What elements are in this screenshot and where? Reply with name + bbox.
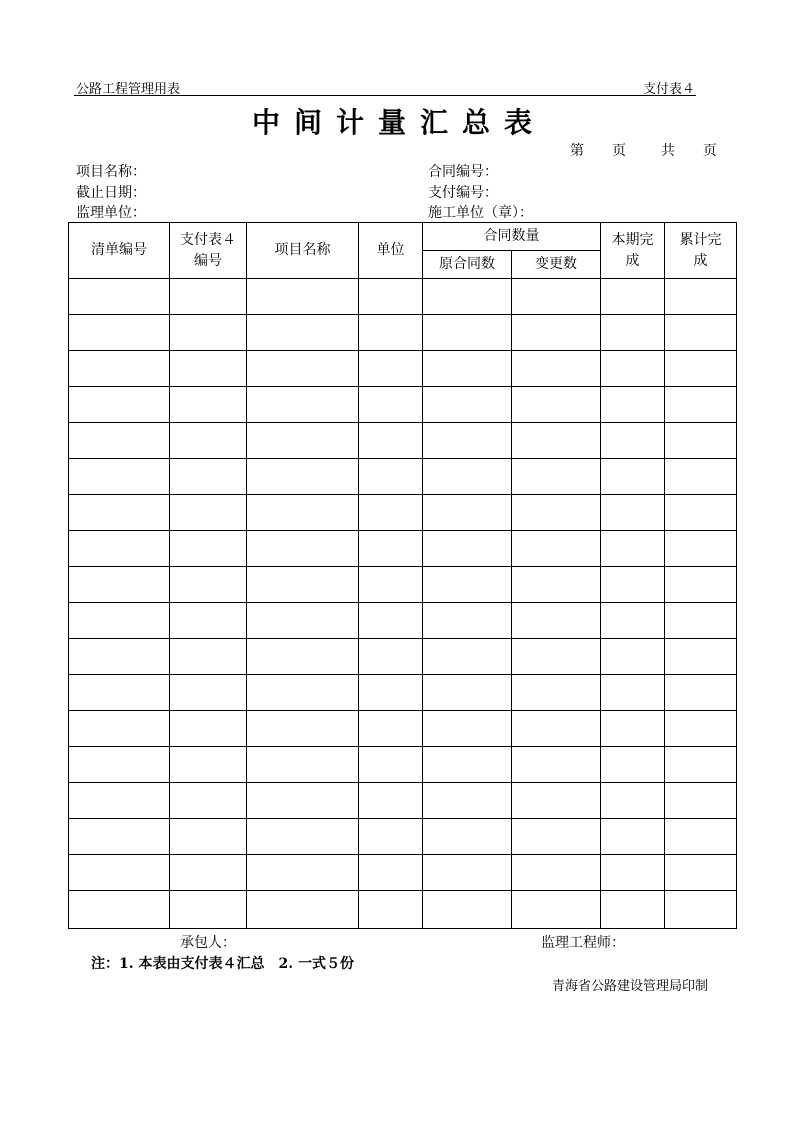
form-category: 公路工程管理用表: [76, 82, 181, 97]
col-original-qty: 原合同数: [423, 251, 512, 279]
form-code: 支付表４: [643, 82, 696, 97]
table-cell[interactable]: [69, 675, 170, 711]
col-current-line2: 成: [625, 252, 640, 269]
col-contract-qty: 合同数量: [423, 223, 601, 251]
table-cell[interactable]: [247, 495, 359, 531]
col-cumulative-line1: 累计完: [679, 231, 722, 248]
header-row-1: [69, 223, 737, 251]
table-cell[interactable]: [69, 495, 170, 531]
table-cell[interactable]: [170, 855, 247, 891]
table-cell[interactable]: [512, 711, 601, 747]
table-cell[interactable]: [665, 495, 737, 531]
table-cell[interactable]: [423, 567, 512, 603]
table-cell[interactable]: [665, 747, 737, 783]
table-row: [69, 639, 737, 675]
table-cell[interactable]: [423, 639, 512, 675]
table-cell[interactable]: [170, 783, 247, 819]
table-cell[interactable]: [247, 747, 359, 783]
table-cell[interactable]: [69, 351, 170, 387]
contractor-signature-label: 承包人：: [180, 935, 236, 951]
table-cell[interactable]: [170, 639, 247, 675]
table-cell[interactable]: [423, 423, 512, 459]
table-cell[interactable]: [247, 603, 359, 639]
table-cell[interactable]: [665, 855, 737, 891]
table-cell[interactable]: [69, 459, 170, 495]
table-cell[interactable]: [69, 603, 170, 639]
table-cell[interactable]: [423, 279, 512, 315]
table-row: [69, 567, 737, 603]
table-cell[interactable]: [170, 711, 247, 747]
col-cumulative-completed: [665, 223, 737, 279]
table-cell[interactable]: [247, 567, 359, 603]
table-cell[interactable]: [665, 639, 737, 675]
table-cell[interactable]: [247, 531, 359, 567]
table-cell[interactable]: [247, 783, 359, 819]
table-cell[interactable]: [170, 531, 247, 567]
table-row: [69, 675, 737, 711]
table-cell[interactable]: [69, 387, 170, 423]
table-cell[interactable]: [359, 675, 423, 711]
table-cell[interactable]: [601, 279, 665, 315]
table-cell[interactable]: [170, 387, 247, 423]
printer-credit: 青海省公路建设管理局印制: [552, 979, 709, 994]
table-cell[interactable]: [665, 531, 737, 567]
table-cell[interactable]: [170, 747, 247, 783]
table-cell[interactable]: [665, 675, 737, 711]
table-cell[interactable]: [170, 567, 247, 603]
contractor-unit-label: 施工单位（章）：: [428, 205, 533, 221]
table-cell[interactable]: [69, 891, 170, 929]
table-cell[interactable]: [69, 423, 170, 459]
table-cell[interactable]: [170, 603, 247, 639]
table-cell[interactable]: [512, 423, 601, 459]
table-cell[interactable]: [359, 423, 423, 459]
table-row: [69, 855, 737, 891]
table-cell[interactable]: [359, 531, 423, 567]
table-cell[interactable]: [359, 819, 423, 855]
table-cell[interactable]: [359, 567, 423, 603]
table-cell[interactable]: [665, 351, 737, 387]
table-row: [69, 279, 737, 315]
table-cell[interactable]: [69, 639, 170, 675]
header-rule: [74, 95, 696, 96]
table-row: [69, 387, 737, 423]
table-cell[interactable]: [423, 675, 512, 711]
table-cell[interactable]: [247, 279, 359, 315]
table-cell[interactable]: [69, 819, 170, 855]
page-number-label: [570, 140, 717, 160]
table-row: [69, 783, 737, 819]
table-row: [69, 423, 737, 459]
measurement-summary-table: [68, 222, 737, 929]
table-cell[interactable]: [512, 855, 601, 891]
table-cell[interactable]: [512, 603, 601, 639]
table-cell[interactable]: [69, 315, 170, 351]
table-cell[interactable]: [665, 567, 737, 603]
payment-no-label: 支付编号：: [428, 185, 498, 201]
total-pages-label: 共 页: [660, 143, 717, 159]
table-cell[interactable]: [601, 387, 665, 423]
table-cell[interactable]: [170, 315, 247, 351]
table-cell[interactable]: [423, 351, 512, 387]
table-cell[interactable]: [423, 315, 512, 351]
table-row: [69, 459, 737, 495]
col-project-name: 项目名称: [247, 223, 359, 279]
col-cumulative-line2: 成: [693, 252, 708, 269]
page-label: 第 页: [570, 143, 626, 159]
table-cell[interactable]: [247, 639, 359, 675]
table-cell[interactable]: [247, 315, 359, 351]
table-cell[interactable]: [247, 891, 359, 929]
table-cell[interactable]: [359, 891, 423, 929]
table-cell[interactable]: [601, 711, 665, 747]
table-cell[interactable]: [665, 279, 737, 315]
table-cell[interactable]: [512, 783, 601, 819]
table-cell[interactable]: [423, 783, 512, 819]
col-payment4-no: [170, 223, 247, 279]
table-row: [69, 603, 737, 639]
table-cell[interactable]: [601, 819, 665, 855]
table-cell[interactable]: [512, 891, 601, 929]
table-cell[interactable]: [69, 747, 170, 783]
table-cell[interactable]: [512, 639, 601, 675]
table-cell[interactable]: [601, 639, 665, 675]
table-cell[interactable]: [512, 387, 601, 423]
table-cell[interactable]: [170, 675, 247, 711]
table-row: [69, 747, 737, 783]
table-cell[interactable]: [170, 459, 247, 495]
table-cell[interactable]: [512, 315, 601, 351]
table-cell[interactable]: [423, 711, 512, 747]
table-cell[interactable]: [665, 387, 737, 423]
table-cell[interactable]: [69, 783, 170, 819]
table-cell[interactable]: [423, 531, 512, 567]
table-row: [69, 315, 737, 351]
table-cell[interactable]: [423, 603, 512, 639]
table-cell[interactable]: [423, 459, 512, 495]
table-cell[interactable]: [247, 819, 359, 855]
project-name-label: 项目名称：: [76, 164, 146, 180]
table-cell[interactable]: [69, 531, 170, 567]
table-cell[interactable]: [665, 315, 737, 351]
table-cell[interactable]: [359, 351, 423, 387]
table-cell[interactable]: [665, 819, 737, 855]
table-cell[interactable]: [512, 351, 601, 387]
table-cell[interactable]: [69, 279, 170, 315]
table-cell[interactable]: [601, 675, 665, 711]
col-current-line1: 本期完: [611, 231, 654, 248]
contract-no-label: 合同编号：: [428, 164, 498, 180]
table-cell[interactable]: [601, 783, 665, 819]
table-cell[interactable]: [359, 639, 423, 675]
table-cell[interactable]: [359, 279, 423, 315]
table-cell[interactable]: [423, 855, 512, 891]
table-row: [69, 819, 737, 855]
col-item-no: 清单编号: [69, 223, 170, 279]
table-cell[interactable]: [665, 711, 737, 747]
col-unit: 单位: [359, 223, 423, 279]
table-cell[interactable]: [665, 603, 737, 639]
table-cell[interactable]: [512, 495, 601, 531]
table-cell[interactable]: [359, 315, 423, 351]
table-cell[interactable]: [359, 603, 423, 639]
table-cell[interactable]: [170, 819, 247, 855]
table-cell[interactable]: [69, 855, 170, 891]
table-cell[interactable]: [423, 387, 512, 423]
table-cell[interactable]: [665, 891, 737, 929]
table-cell[interactable]: [512, 531, 601, 567]
table-cell[interactable]: [512, 279, 601, 315]
table-cell[interactable]: [423, 495, 512, 531]
table-row: [69, 351, 737, 387]
table-cell[interactable]: [601, 603, 665, 639]
table-cell[interactable]: [247, 459, 359, 495]
table-cell[interactable]: [601, 495, 665, 531]
table-row: [69, 711, 737, 747]
table-cell[interactable]: [601, 567, 665, 603]
table-cell[interactable]: [423, 747, 512, 783]
table-cell[interactable]: [359, 495, 423, 531]
table-row: [69, 495, 737, 531]
table-cell[interactable]: [359, 387, 423, 423]
table-cell[interactable]: [69, 567, 170, 603]
table-cell[interactable]: [665, 459, 737, 495]
table-cell[interactable]: [512, 459, 601, 495]
page-title: 中间计量汇总表: [252, 106, 547, 139]
supervisor-unit-label: 监理单位：: [76, 205, 146, 221]
table-cell[interactable]: [601, 531, 665, 567]
table-cell[interactable]: [359, 855, 423, 891]
table-row: [69, 531, 737, 567]
table-cell[interactable]: [512, 675, 601, 711]
table-cell[interactable]: [601, 459, 665, 495]
table-cell[interactable]: [170, 351, 247, 387]
col-payment4-line1: 支付表４: [180, 231, 236, 248]
table-cell[interactable]: [247, 387, 359, 423]
table-cell[interactable]: [601, 747, 665, 783]
col-change-qty: 变更数: [512, 251, 601, 279]
table-cell[interactable]: [69, 711, 170, 747]
table-cell[interactable]: [247, 351, 359, 387]
table-cell[interactable]: [665, 783, 737, 819]
table-cell[interactable]: [512, 819, 601, 855]
table-cell[interactable]: [601, 891, 665, 929]
table-cell[interactable]: [601, 855, 665, 891]
table-cell[interactable]: [170, 279, 247, 315]
table-cell[interactable]: [665, 423, 737, 459]
cutoff-date-label: 截止日期：: [76, 185, 146, 201]
table-cell[interactable]: [247, 855, 359, 891]
table-cell[interactable]: [247, 711, 359, 747]
table-cell[interactable]: [170, 495, 247, 531]
supervisor-signature-label: 监理工程师：: [541, 935, 625, 951]
footer-note: 注：1. 本表由支付表４汇总 2. 一式５份: [91, 956, 354, 972]
table-row: [69, 891, 737, 929]
table-cell[interactable]: [359, 711, 423, 747]
table-cell[interactable]: [423, 819, 512, 855]
table-cell[interactable]: [247, 423, 359, 459]
table-cell[interactable]: [170, 423, 247, 459]
table-cell[interactable]: [601, 351, 665, 387]
table-cell[interactable]: [359, 783, 423, 819]
col-payment4-line2: 编号: [194, 252, 222, 269]
table-cell[interactable]: [170, 891, 247, 929]
table-cell[interactable]: [247, 675, 359, 711]
table-cell[interactable]: [512, 747, 601, 783]
table-cell[interactable]: [601, 315, 665, 351]
table-cell[interactable]: [601, 423, 665, 459]
table-cell[interactable]: [359, 459, 423, 495]
table-cell[interactable]: [423, 891, 512, 929]
table-cell[interactable]: [359, 747, 423, 783]
table-cell[interactable]: [512, 567, 601, 603]
col-current-completed: [601, 223, 665, 279]
